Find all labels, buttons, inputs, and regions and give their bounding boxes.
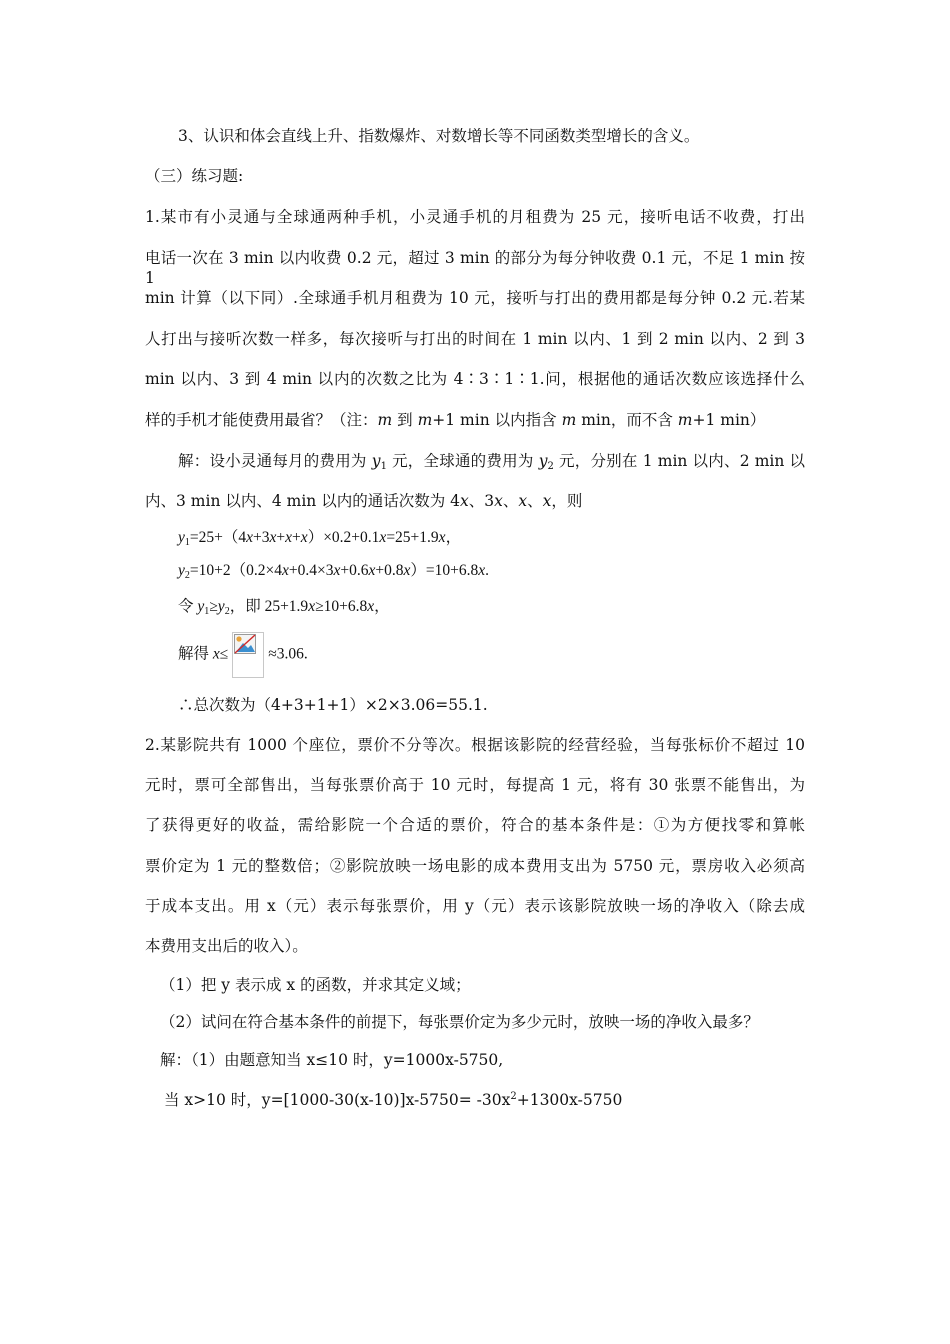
q2-part-1: （1）把 y 表示成 x 的函数，并求其定义域；	[160, 976, 471, 994]
q1-line-3: min 计算（以下同）.全球通手机月租费为 10 元，接听与打出的费用都是每分钟 0.2 元.若某	[145, 289, 805, 307]
q2-part-2: （2）试问在符合基本条件的前提下，每张票价定为多少元时，放映一场的净收入最多？	[160, 1013, 759, 1031]
q1-line-1: 1.某市有小灵通与全球通两种手机，小灵通手机的月租费为 25 元，接听电话不收费，打出	[145, 208, 805, 226]
q2-line-1: 2.某影院共有 1000 个座位，票价不分等次。根据该影院的经营经验，当每张标价不超过 10	[145, 736, 805, 754]
q1-note-line: 样的手机才能使费用最省？（注：m 到 m+1 min 以内指含 m min，而不含 m+1 min）	[145, 411, 766, 429]
q1-line-4: 人打出与接听次数一样多，每次接听与打出的时间在 1 min 以内、1 到 2 min 以内、2 到 3	[145, 330, 805, 348]
q2-line-2: 元时，票可全部售出，当每张票价高于 10 元时，每提高 1 元，将有 30 张票不能售出，为	[145, 776, 805, 794]
q2-solution-1: 解：（1）由题意知当 x≤10 时，y=1000x-5750,	[160, 1051, 504, 1069]
q1-line-5: min 以内、3 到 4 min 以内的次数之比为 4∶3∶1∶1.问，根据他的通话次数应该选择什么	[145, 370, 805, 388]
equation-y1: $y_1=25+(4x+3x+x+x)\times 0.2+0.1x=25+1.9x$，	[178, 529, 462, 548]
total-count-line: ∴总次数为（4+3+1+1）×2×3.06=55.1.	[178, 696, 488, 714]
q2-solution-2: 当 x>10 时，$y=[1000-30(x-10)]x-5750= -30x^2+1300x-5750$	[164, 1091, 623, 1109]
inequality-line: 令 $y_1\ge y_2$，即 25+1.9x≥10+6.8x，	[178, 598, 390, 617]
q2-line-3: 了获得更好的收益，需给影院一个合适的票价，符合的基本条件是：①为方便找零和算帐	[145, 816, 805, 834]
q1-solution-line-2: 内、3 min 以内、4 min 以内的通话次数为 4x、3x、x、x，则	[145, 492, 583, 510]
q1-solution-line-1: 解：设小灵通每月的费用为 $y_1$ 元，全球通的费用为 $y_2$ 元，分别在 1 min 以内、2 min 以	[178, 452, 806, 472]
q1-line-2: 电话一次在 3 min 以内收费 0.2 元，超过 3 min 的部分为每分钟收费 0.1 元，不足 1 min 按 1	[145, 249, 805, 287]
broken-image-icon	[232, 632, 264, 678]
solve-line: 解得 x≤ ≈3.06.	[178, 632, 308, 678]
equation-y2: $y_2=10+2(0.2\times 4x+0.4\times 3x+0.6x+0.8x)=10+6.8x$.	[178, 562, 490, 581]
q2-line-5: 于成本支出。用 x（元）表示每张票价，用 y（元）表示该影院放映一场的净收入（除去成	[145, 897, 805, 915]
objective-item-3: 3、认识和体会直线上升、指数爆炸、对数增长等不同函数类型增长的含义。	[178, 127, 700, 145]
q2-line-4: 票价定为 1 元的整数倍；②影院放映一场电影的成本费用支出为 5750 元，票房收入必须高	[145, 857, 805, 875]
section-heading: （三）练习题:	[145, 167, 244, 185]
q2-line-6: 本费用支出后的收入）。	[145, 937, 308, 955]
